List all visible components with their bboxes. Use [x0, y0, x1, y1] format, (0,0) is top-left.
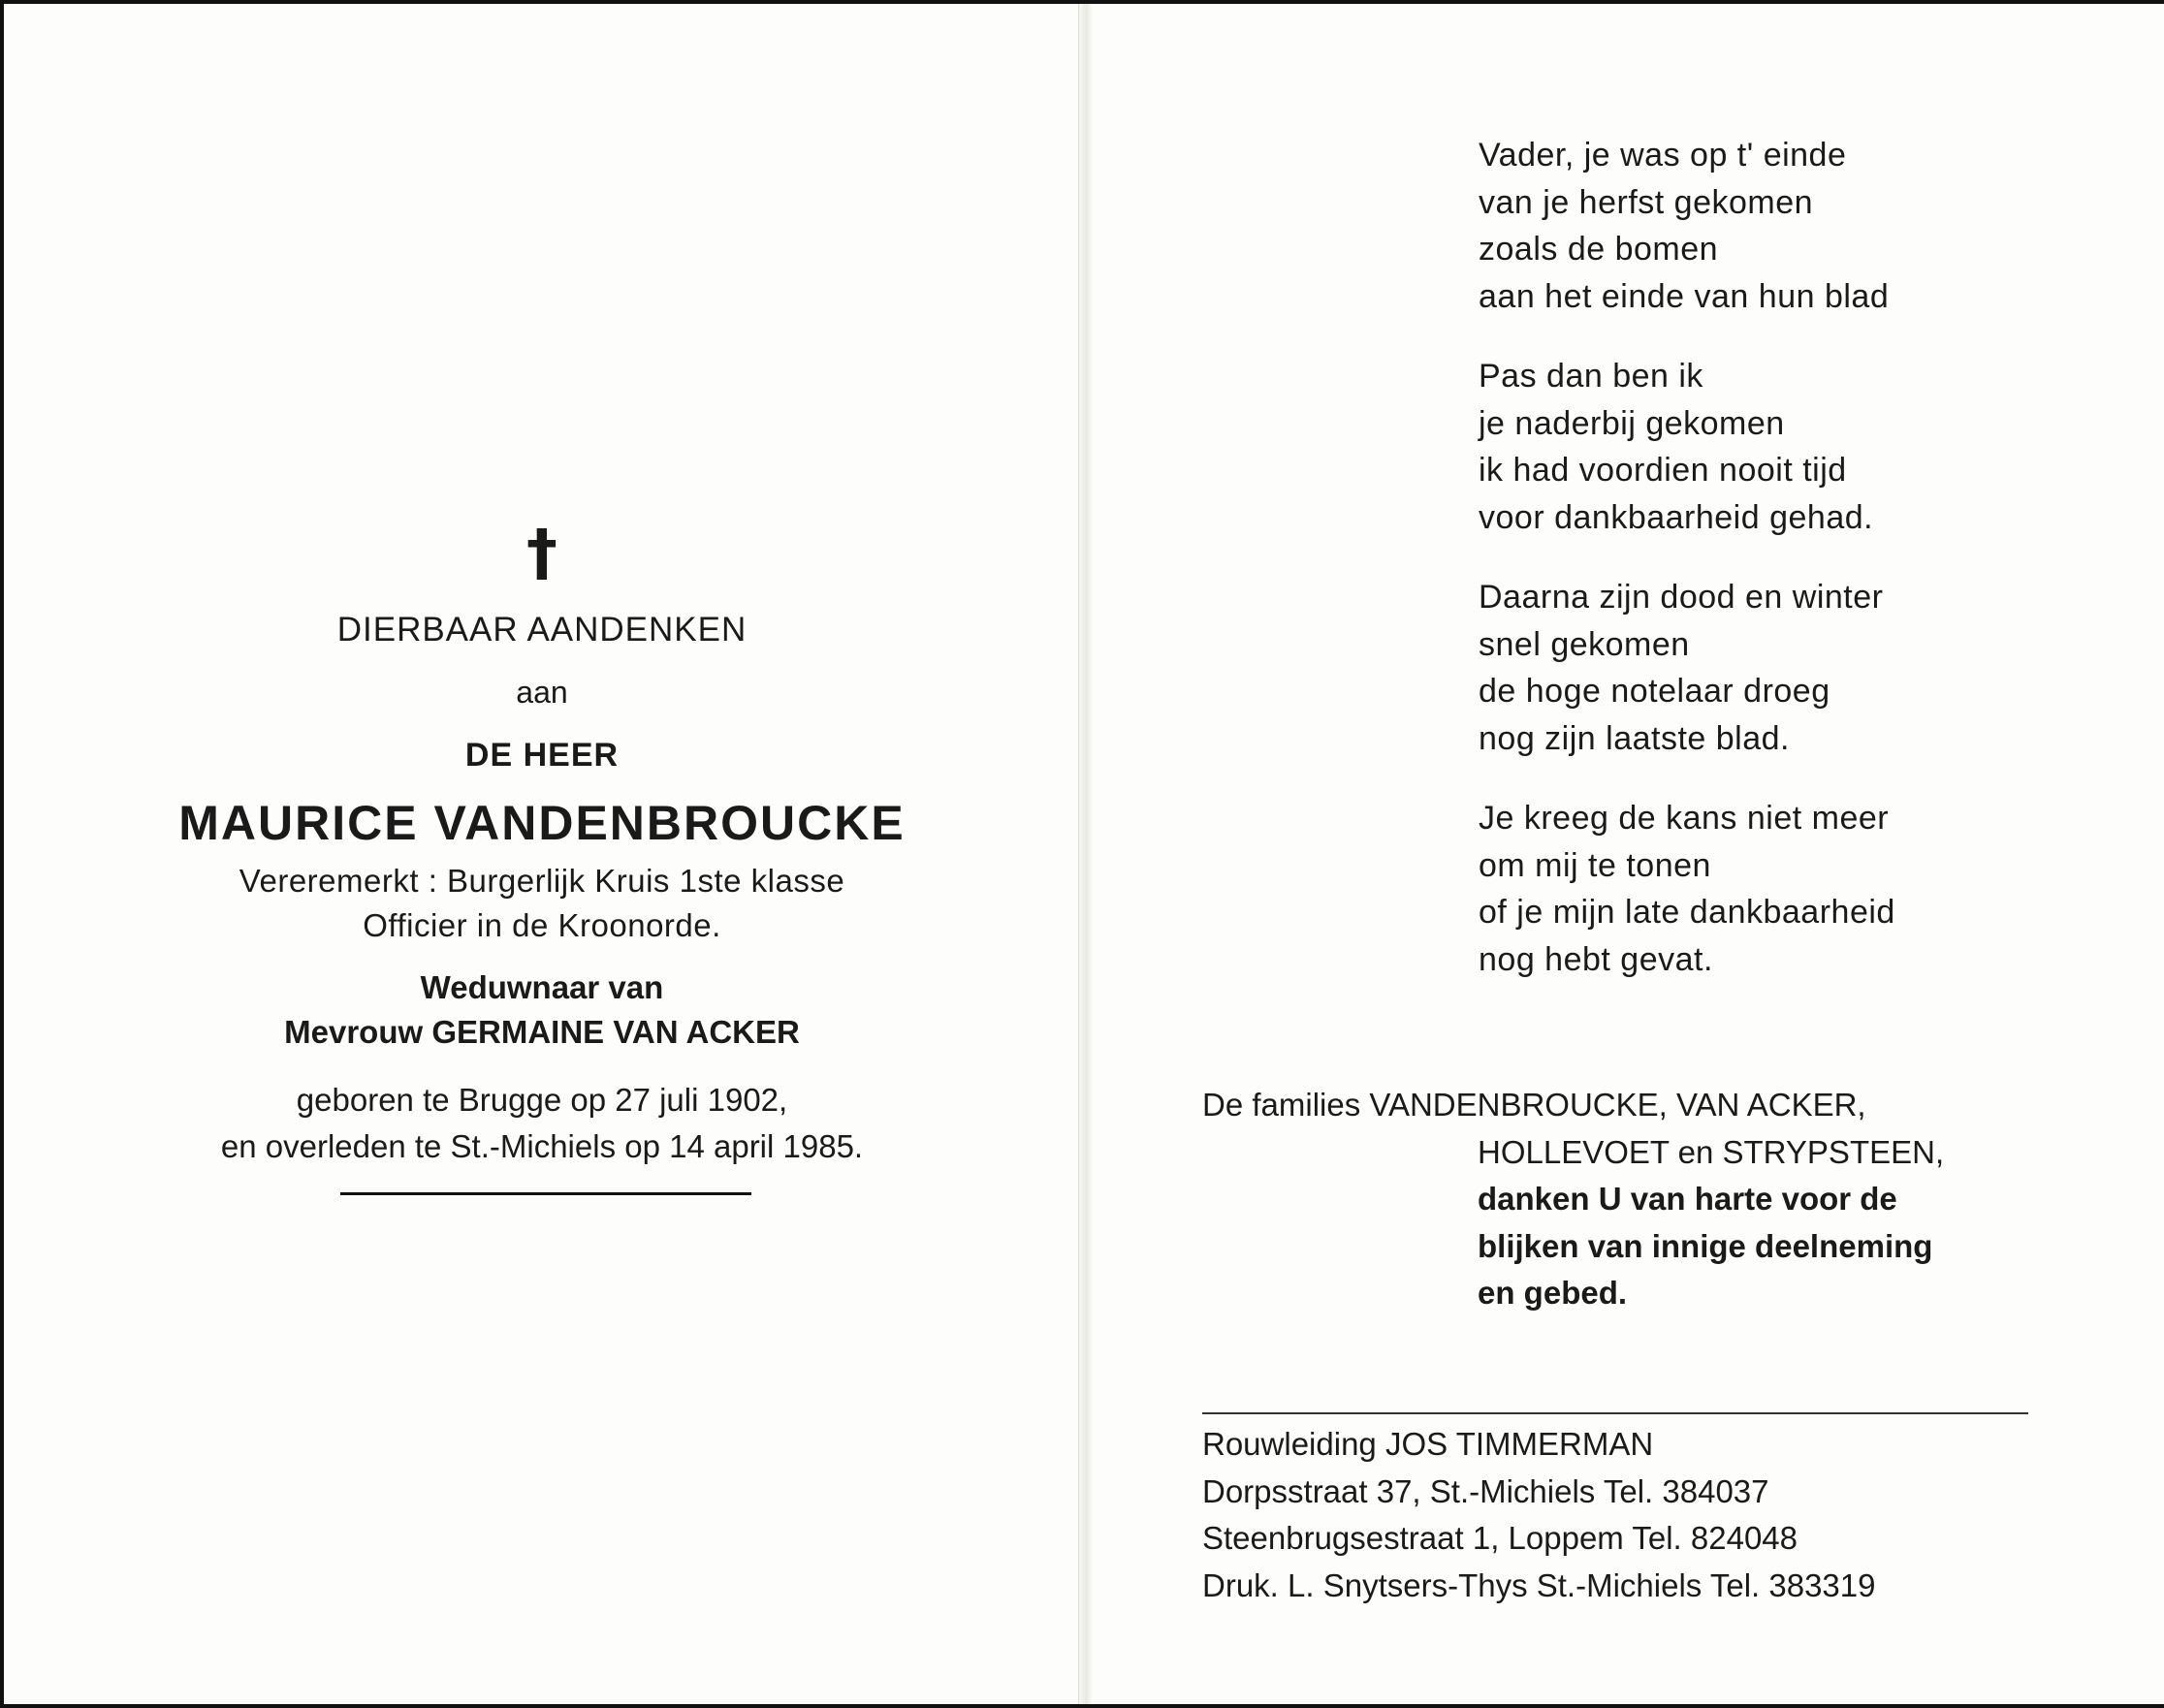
poem-stanza	[1479, 795, 1895, 983]
poem-line: nog zijn laatste blad.	[1479, 719, 1790, 757]
poem-stanza	[1479, 353, 1895, 541]
poem-line: je naderbij gekomen	[1479, 404, 1785, 442]
death-line: en overleden te St.-Michiels op 14 april 1985.	[220, 1128, 864, 1164]
printer-line: Druk. L. Snytsers-Thys St.-Michiels Tel. 383319	[1202, 1566, 1876, 1603]
poem-stanza	[1479, 132, 1895, 320]
poem-line: voor dankbaarheid gehad.	[1479, 498, 1874, 536]
poem-stanza	[1479, 574, 1895, 762]
poem-line: aan het einde van hun blad	[1479, 277, 1890, 315]
widower-line-1: Weduwnaar van	[420, 969, 664, 1005]
families-line-2: HOLLEVOET en STRYPSTEEN,	[1478, 1133, 1945, 1170]
poem	[1479, 132, 1895, 1016]
honor-line-2: Officier in de Kroonorde.	[363, 907, 721, 943]
poem-line: Je kreeg de kans niet meer	[1479, 800, 1890, 837]
card-heading: DIERBAAR AANDENKEN	[336, 611, 748, 648]
poem-line: om mij te tonen	[1479, 846, 1711, 884]
widower-line-2: Mevrouw GERMAINE VAN ACKER	[284, 1014, 800, 1050]
poem-line: snel gekomen	[1479, 625, 1690, 663]
funeral-address-2: Steenbrugsestraat 1, Loppem Tel. 824048	[1202, 1520, 1798, 1556]
funeral-director-name: Rouwleiding JOS TIMMERMAN	[1202, 1426, 1654, 1462]
deceased-name: MAURICE VANDENBROUCKE	[178, 796, 906, 850]
cross-icon: †	[526, 518, 557, 589]
left-panel	[4, 4, 1080, 1704]
funeral-director-block	[1202, 1421, 1875, 1609]
poem-line: Vader, je was op t' einde	[1479, 137, 1847, 174]
birth-line: geboren te Brugge op 27 juli 1902,	[296, 1082, 788, 1118]
divider-line	[340, 1192, 751, 1195]
poem-line: nog hebt gevat.	[1479, 940, 1713, 978]
funeral-divider	[1202, 1412, 2028, 1414]
poem-line: of je mijn late dankbaarheid	[1479, 894, 1895, 931]
aan-text: aan	[516, 675, 568, 710]
poem-line: de hoge notelaar droeg	[1479, 673, 1830, 710]
thanks-line-3: en gebed.	[1478, 1275, 1628, 1311]
poem-line: ik had voordien nooit tijd	[1479, 452, 1847, 489]
poem-line: Pas dan ben ik	[1479, 358, 1703, 395]
poem-line: van je herfst gekomen	[1479, 183, 1814, 221]
thanks-line-2: blijken van innige deelneming	[1478, 1227, 1933, 1264]
thanks-block	[1202, 1082, 1944, 1317]
poem-line: Daarna zijn dood en winter	[1479, 579, 1884, 616]
families-line-1: De families VANDENBROUCKE, VAN ACKER,	[1202, 1087, 1866, 1123]
funeral-address-1: Dorpsstraat 37, St.-Michiels Tel. 384037	[1202, 1472, 1769, 1509]
thanks-line-1: danken U van harte voor de	[1478, 1181, 1897, 1217]
poem-line: zoals de bomen	[1479, 231, 1719, 268]
honor-line-1: Vereremerkt : Burgerlijk Kruis 1ste klasse	[239, 863, 845, 899]
title-de-heer: DE HEER	[464, 737, 620, 774]
